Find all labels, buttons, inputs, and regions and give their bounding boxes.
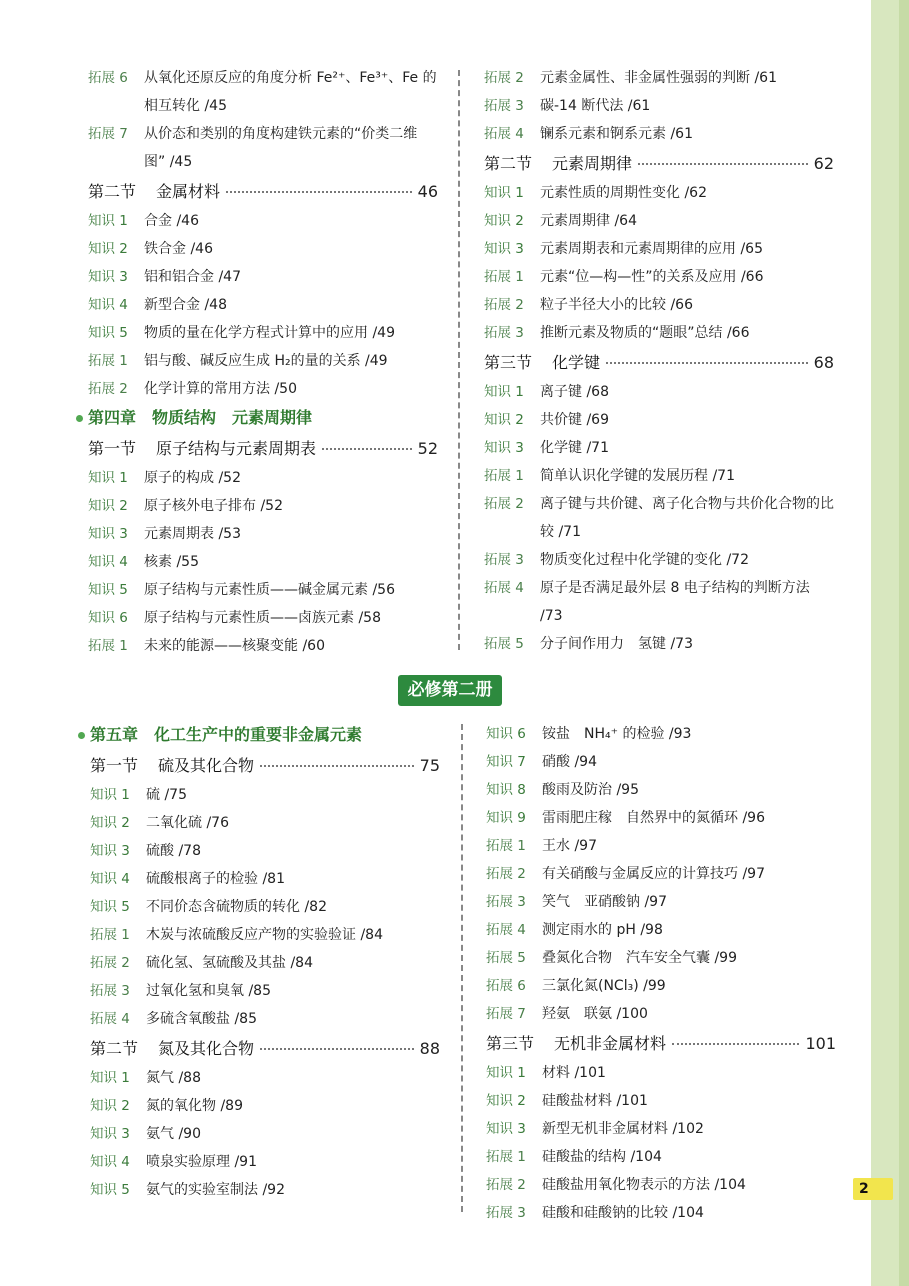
toc-entry-title: 硫酸根离子的检验 /81 bbox=[146, 871, 285, 887]
toc-entry-tag: 知识 1 bbox=[90, 1070, 130, 1086]
toc-entry[interactable] bbox=[486, 748, 836, 776]
toc-entry-title: 硅酸盐的结构 /104 bbox=[542, 1149, 662, 1165]
toc-entry[interactable] bbox=[484, 64, 834, 92]
toc-entry[interactable] bbox=[484, 434, 834, 462]
toc-entry[interactable] bbox=[90, 837, 440, 865]
toc-entry-tag: 拓展 3 bbox=[484, 552, 524, 568]
toc-entry[interactable] bbox=[88, 319, 438, 347]
toc-entry-tag: 知识 1 bbox=[90, 787, 130, 803]
toc-entry-tag: 拓展 5 bbox=[486, 950, 526, 966]
toc-entry-tag: 知识 5 bbox=[90, 1182, 130, 1198]
toc-entry-tag: 知识 3 bbox=[484, 241, 524, 257]
toc-column-top-right bbox=[484, 64, 834, 658]
toc-entry-tag: 拓展 1 bbox=[90, 927, 130, 943]
bullet-icon bbox=[78, 732, 85, 739]
toc-entry-title: 化学计算的常用方法 /50 bbox=[144, 381, 297, 397]
chapter-title: 化工生产中的重要非金属元素 bbox=[154, 725, 363, 744]
toc-entry-title: 物质的量在化学方程式计算中的应用 /49 bbox=[144, 325, 395, 341]
toc-entry-title: 笑气 亚硝酸钠 /97 bbox=[542, 894, 667, 910]
toc-entry[interactable] bbox=[90, 1148, 440, 1176]
toc-entry[interactable] bbox=[88, 235, 438, 263]
section-title: 无机非金属材料 bbox=[554, 1034, 667, 1053]
volume-banner: 必修第二册 bbox=[398, 675, 502, 706]
toc-entry[interactable] bbox=[88, 347, 438, 375]
chapter-number: 第五章 bbox=[90, 725, 139, 744]
toc-entry[interactable] bbox=[486, 804, 836, 832]
section-number: 第二节 bbox=[90, 1039, 139, 1058]
toc-entry-tag: 知识 8 bbox=[486, 782, 526, 798]
toc-entry-tag: 知识 6 bbox=[486, 726, 526, 742]
toc-entry[interactable] bbox=[90, 1176, 440, 1204]
section-title: 化学键 bbox=[552, 353, 601, 372]
toc-entry-tag: 知识 2 bbox=[484, 213, 524, 229]
toc-entry-tag: 拓展 1 bbox=[486, 1149, 526, 1165]
toc-entry-title: 硫化氢、氢硫酸及其盐 /84 bbox=[146, 955, 313, 971]
toc-entry-title: 喷泉实验原理 /91 bbox=[146, 1154, 257, 1170]
toc-entry-title: 原子核外电子排布 /52 bbox=[144, 498, 283, 514]
toc-entry-title: 铝和铝合金 /47 bbox=[144, 269, 241, 285]
toc-entry[interactable] bbox=[88, 375, 438, 403]
toc-entry-tag: 知识 4 bbox=[90, 1154, 130, 1170]
toc-entry-tag: 拓展 3 bbox=[484, 98, 524, 114]
toc-entry[interactable] bbox=[88, 576, 438, 604]
toc-entry[interactable] bbox=[486, 1143, 836, 1171]
toc-entry-title: 原子结构与元素性质——碱金属元素 /56 bbox=[144, 582, 395, 598]
toc-entry-tag: 知识 2 bbox=[484, 412, 524, 428]
toc-entry-tag: 知识 5 bbox=[90, 899, 130, 915]
toc-entry-tag: 知识 1 bbox=[484, 384, 524, 400]
toc-entry-tag: 拓展 1 bbox=[88, 353, 128, 369]
toc-section[interactable] bbox=[486, 1029, 836, 1059]
toc-entry-tag: 拓展 1 bbox=[486, 838, 526, 854]
toc-entry[interactable] bbox=[90, 1120, 440, 1148]
toc-entry[interactable] bbox=[484, 291, 834, 319]
toc-entry-title: 镧系元素和锕系元素 /61 bbox=[540, 126, 693, 142]
toc-entry-tag: 知识 2 bbox=[88, 498, 128, 514]
section-page: 68 bbox=[813, 353, 834, 372]
section-page: 75 bbox=[419, 756, 440, 775]
toc-entry-title: 原子的构成 /52 bbox=[144, 470, 241, 486]
toc-entry-tag: 知识 7 bbox=[486, 754, 526, 770]
toc-entry-tag: 拓展 2 bbox=[486, 866, 526, 882]
dot-leader bbox=[606, 362, 808, 364]
toc-entry[interactable] bbox=[90, 781, 440, 809]
toc-entry-title: 原子是否满足最外层 8 电子结构的判断方法 /73 bbox=[540, 580, 810, 624]
toc-entry-tag: 拓展 2 bbox=[484, 496, 524, 512]
toc-section[interactable] bbox=[484, 348, 834, 378]
toc-entry-tag: 知识 9 bbox=[486, 810, 526, 826]
toc-entry-title: 从氧化还原反应的角度分析 Fe²⁺、Fe³⁺、Fe 的相互转化 /45 bbox=[144, 70, 437, 114]
toc-entry-title: 氨气的实验室制法 /92 bbox=[146, 1182, 285, 1198]
toc-entry-tag: 拓展 3 bbox=[90, 983, 130, 999]
toc-entry-tag: 知识 2 bbox=[88, 241, 128, 257]
chapter-title: 物质结构 元素周期律 bbox=[152, 408, 313, 427]
toc-entry-title: 氮的氧化物 /89 bbox=[146, 1098, 243, 1114]
toc-entry-title: 元素金属性、非金属性强弱的判断 /61 bbox=[540, 70, 777, 86]
toc-entry[interactable] bbox=[88, 492, 438, 520]
column-divider-bottom bbox=[461, 724, 463, 1212]
dot-leader bbox=[672, 1043, 799, 1045]
page-edge-stripe-inner bbox=[899, 0, 909, 1286]
toc-entry-tag: 拓展 2 bbox=[88, 381, 128, 397]
dot-leader bbox=[226, 191, 412, 193]
toc-entry-tag: 拓展 1 bbox=[484, 269, 524, 285]
toc-column-bottom-left bbox=[90, 720, 440, 1204]
toc-entry[interactable] bbox=[486, 1115, 836, 1143]
toc-entry-title: 不同价态含硫物质的转化 /82 bbox=[146, 899, 327, 915]
toc-entry[interactable] bbox=[484, 319, 834, 347]
toc-entry-title: 未来的能源——核聚变能 /60 bbox=[144, 638, 325, 654]
toc-entry[interactable] bbox=[88, 604, 438, 632]
toc-chapter[interactable] bbox=[78, 720, 440, 750]
toc-entry-title: 简单认识化学键的发展历程 /71 bbox=[540, 468, 735, 484]
toc-entry-title: 元素周期表和元素周期律的应用 /65 bbox=[540, 241, 763, 257]
section-title: 氮及其化合物 bbox=[158, 1039, 255, 1058]
toc-entry-title: 物质变化过程中化学键的变化 /72 bbox=[540, 552, 749, 568]
toc-entry[interactable] bbox=[88, 64, 438, 120]
section-page: 101 bbox=[805, 1034, 836, 1053]
bullet-icon bbox=[76, 415, 83, 422]
toc-column-top-left bbox=[88, 64, 438, 660]
toc-entry-tag: 知识 4 bbox=[90, 871, 130, 887]
toc-entry-tag: 拓展 7 bbox=[486, 1006, 526, 1022]
toc-entry-tag: 知识 2 bbox=[486, 1093, 526, 1109]
toc-entry-title: 离子键与共价键、离子化合物与共价化合物的比较 /71 bbox=[540, 496, 834, 540]
toc-entry-tag: 拓展 2 bbox=[90, 955, 130, 971]
toc-entry[interactable] bbox=[88, 464, 438, 492]
toc-entry-title: 离子键 /68 bbox=[540, 384, 609, 400]
toc-column-bottom-right bbox=[486, 720, 836, 1227]
dot-leader bbox=[260, 1048, 414, 1050]
toc-entry-tag: 知识 3 bbox=[90, 843, 130, 859]
toc-entry[interactable] bbox=[484, 546, 834, 574]
toc-entry[interactable] bbox=[484, 406, 834, 434]
dot-leader bbox=[260, 765, 414, 767]
toc-entry[interactable] bbox=[90, 977, 440, 1005]
toc-entry-tag: 拓展 5 bbox=[484, 636, 524, 652]
toc-entry[interactable] bbox=[486, 944, 836, 972]
section-number: 第三节 bbox=[484, 353, 533, 372]
section-page: 46 bbox=[417, 182, 438, 201]
toc-entry-tag: 知识 6 bbox=[88, 610, 128, 626]
toc-entry-tag: 知识 5 bbox=[88, 582, 128, 598]
toc-section[interactable] bbox=[88, 177, 438, 207]
toc-section[interactable] bbox=[90, 751, 440, 781]
dot-leader bbox=[322, 448, 412, 450]
toc-entry[interactable] bbox=[90, 949, 440, 977]
toc-entry-title: 有关硝酸与金属反应的计算技巧 /97 bbox=[542, 866, 765, 882]
toc-entry-title: 铝与酸、碱反应生成 H₂的量的关系 /49 bbox=[144, 353, 388, 369]
toc-entry-tag: 拓展 4 bbox=[486, 922, 526, 938]
toc-entry[interactable] bbox=[486, 1171, 836, 1199]
toc-entry-title: 粒子半径大小的比较 /66 bbox=[540, 297, 693, 313]
toc-entry-title: 碳-14 断代法 /61 bbox=[540, 98, 651, 114]
toc-entry-title: 元素性质的周期性变化 /62 bbox=[540, 185, 707, 201]
toc-entry-title: 三氯化氮(NCl₃) /99 bbox=[542, 978, 666, 994]
toc-entry-tag: 拓展 7 bbox=[88, 126, 128, 142]
toc-entry-tag: 知识 3 bbox=[486, 1121, 526, 1137]
toc-entry[interactable] bbox=[484, 235, 834, 263]
toc-entry-title: 铵盐 NH₄⁺ 的检验 /93 bbox=[542, 726, 692, 742]
section-number: 第三节 bbox=[486, 1034, 535, 1053]
section-title: 原子结构与元素周期表 bbox=[156, 439, 317, 458]
toc-entry-tag: 知识 1 bbox=[486, 1065, 526, 1081]
toc-entry[interactable] bbox=[90, 1005, 440, 1033]
toc-entry-title: 材料 /101 bbox=[542, 1065, 606, 1081]
toc-entry-title: 铁合金 /46 bbox=[144, 241, 213, 257]
toc-entry[interactable] bbox=[484, 120, 834, 148]
toc-entry-title: 测定雨水的 pH /98 bbox=[542, 922, 663, 938]
toc-entry-title: 硅酸盐用氧化物表示的方法 /104 bbox=[542, 1177, 746, 1193]
toc-entry-title: 羟氨 联氨 /100 bbox=[542, 1006, 648, 1022]
toc-entry-title: 从价态和类别的角度构建铁元素的“价类二维图” /45 bbox=[144, 126, 418, 170]
toc-entry-title: 推断元素及物质的“题眼”总结 /66 bbox=[540, 325, 750, 341]
section-page: 52 bbox=[417, 439, 438, 458]
toc-entry[interactable] bbox=[486, 832, 836, 860]
section-page: 88 bbox=[419, 1039, 440, 1058]
toc-section[interactable] bbox=[88, 434, 438, 464]
toc-entry[interactable] bbox=[484, 574, 834, 630]
section-number: 第一节 bbox=[88, 439, 137, 458]
toc-entry-tag: 知识 1 bbox=[88, 470, 128, 486]
section-title: 金属材料 bbox=[156, 182, 221, 201]
toc-entry[interactable] bbox=[88, 263, 438, 291]
column-divider-top bbox=[458, 70, 460, 650]
toc-entry[interactable] bbox=[486, 1087, 836, 1115]
toc-entry-tag: 拓展 6 bbox=[486, 978, 526, 994]
toc-entry[interactable] bbox=[484, 207, 834, 235]
toc-entry[interactable] bbox=[484, 630, 834, 658]
toc-entry[interactable] bbox=[90, 809, 440, 837]
toc-entry[interactable] bbox=[88, 548, 438, 576]
toc-entry[interactable] bbox=[484, 490, 834, 546]
toc-entry-tag: 知识 1 bbox=[88, 213, 128, 229]
toc-entry-tag: 拓展 1 bbox=[484, 468, 524, 484]
toc-entry[interactable] bbox=[486, 720, 836, 748]
toc-entry-tag: 知识 2 bbox=[90, 1098, 130, 1114]
toc-entry[interactable] bbox=[486, 972, 836, 1000]
toc-entry[interactable] bbox=[88, 632, 438, 660]
toc-entry-tag: 知识 3 bbox=[88, 269, 128, 285]
toc-entry[interactable] bbox=[484, 378, 834, 406]
toc-entry-tag: 知识 2 bbox=[90, 815, 130, 831]
toc-entry[interactable] bbox=[486, 1000, 836, 1028]
toc-entry-tag: 拓展 4 bbox=[90, 1011, 130, 1027]
toc-entry-tag: 拓展 2 bbox=[484, 70, 524, 86]
section-title: 硫及其化合物 bbox=[158, 756, 255, 775]
toc-entry[interactable] bbox=[88, 207, 438, 235]
toc-entry-title: 硅酸盐材料 /101 bbox=[542, 1093, 648, 1109]
toc-entry-tag: 拓展 3 bbox=[484, 325, 524, 341]
toc-entry[interactable] bbox=[90, 1092, 440, 1120]
toc-entry-tag: 知识 1 bbox=[484, 185, 524, 201]
toc-entry-title: 硝酸 /94 bbox=[542, 754, 597, 770]
toc-entry-title: 分子间作用力 氢键 /73 bbox=[540, 636, 693, 652]
toc-entry-tag: 知识 3 bbox=[484, 440, 524, 456]
toc-entry-tag: 知识 4 bbox=[88, 554, 128, 570]
toc-entry-tag: 知识 3 bbox=[90, 1126, 130, 1142]
page-number: 2 bbox=[853, 1178, 893, 1200]
toc-entry[interactable] bbox=[88, 520, 438, 548]
section-title: 元素周期律 bbox=[552, 154, 633, 173]
toc-entry[interactable] bbox=[484, 92, 834, 120]
toc-entry-title: 王水 /97 bbox=[542, 838, 597, 854]
toc-entry-title: 酸雨及防治 /95 bbox=[542, 782, 639, 798]
toc-entry[interactable] bbox=[486, 776, 836, 804]
toc-entry-tag: 知识 3 bbox=[88, 526, 128, 542]
toc-entry-tag: 拓展 4 bbox=[484, 580, 524, 596]
toc-entry[interactable] bbox=[486, 916, 836, 944]
toc-entry-title: 核素 /55 bbox=[144, 554, 199, 570]
toc-entry-title: 雷雨肥庄稼 自然界中的氮循环 /96 bbox=[542, 810, 765, 826]
chapter-number: 第四章 bbox=[88, 408, 137, 427]
toc-entry-title: 硅酸和硅酸钠的比较 /104 bbox=[542, 1205, 704, 1221]
toc-entry-title: 叠氮化合物 汽车安全气囊 /99 bbox=[542, 950, 737, 966]
toc-entry[interactable] bbox=[484, 179, 834, 207]
toc-entry-tag: 拓展 4 bbox=[484, 126, 524, 142]
toc-entry-title: 二氧化硫 /76 bbox=[146, 815, 229, 831]
toc-entry-title: 原子结构与元素性质——卤族元素 /58 bbox=[144, 610, 381, 626]
toc-entry[interactable] bbox=[90, 1064, 440, 1092]
toc-section[interactable] bbox=[90, 1034, 440, 1064]
toc-entry[interactable] bbox=[486, 888, 836, 916]
section-number: 第二节 bbox=[88, 182, 137, 201]
section-page: 62 bbox=[813, 154, 834, 173]
dot-leader bbox=[638, 163, 808, 165]
toc-entry-title: 木炭与浓硫酸反应产物的实验验证 /84 bbox=[146, 927, 383, 943]
toc-entry-title: 硫 /75 bbox=[146, 787, 187, 803]
toc-entry-title: 共价键 /69 bbox=[540, 412, 609, 428]
toc-entry-tag: 知识 5 bbox=[88, 325, 128, 341]
toc-entry-title: 元素“位—构—性”的关系及应用 /66 bbox=[540, 269, 764, 285]
toc-entry-title: 元素周期表 /53 bbox=[144, 526, 241, 542]
toc-entry[interactable] bbox=[88, 120, 438, 176]
toc-entry[interactable] bbox=[484, 462, 834, 490]
toc-entry-title: 新型无机非金属材料 /102 bbox=[542, 1121, 704, 1137]
toc-entry[interactable] bbox=[90, 865, 440, 893]
toc-entry[interactable] bbox=[486, 860, 836, 888]
section-number: 第二节 bbox=[484, 154, 533, 173]
toc-chapter[interactable] bbox=[76, 403, 438, 433]
toc-entry-tag: 拓展 6 bbox=[88, 70, 128, 86]
toc-entry-tag: 拓展 2 bbox=[484, 297, 524, 313]
toc-entry-tag: 拓展 1 bbox=[88, 638, 128, 654]
toc-entry-title: 合金 /46 bbox=[144, 213, 199, 229]
toc-entry-tag: 知识 4 bbox=[88, 297, 128, 313]
toc-entry-title: 新型合金 /48 bbox=[144, 297, 227, 313]
toc-entry[interactable] bbox=[90, 921, 440, 949]
toc-entry[interactable] bbox=[88, 291, 438, 319]
toc-entry-tag: 拓展 3 bbox=[486, 894, 526, 910]
toc-entry-tag: 拓展 3 bbox=[486, 1205, 526, 1221]
toc-entry-title: 多硫含氧酸盐 /85 bbox=[146, 1011, 257, 1027]
toc-entry[interactable] bbox=[484, 263, 834, 291]
toc-entry-title: 化学键 /71 bbox=[540, 440, 609, 456]
toc-entry[interactable] bbox=[90, 893, 440, 921]
toc-entry[interactable] bbox=[486, 1059, 836, 1087]
toc-section[interactable] bbox=[484, 149, 834, 179]
toc-entry[interactable] bbox=[486, 1199, 836, 1227]
toc-entry-tag: 拓展 2 bbox=[486, 1177, 526, 1193]
toc-entry-title: 过氧化氢和臭氧 /85 bbox=[146, 983, 271, 999]
section-number: 第一节 bbox=[90, 756, 139, 775]
toc-entry-title: 元素周期律 /64 bbox=[540, 213, 637, 229]
toc-entry-title: 氮气 /88 bbox=[146, 1070, 201, 1086]
toc-entry-title: 氨气 /90 bbox=[146, 1126, 201, 1142]
toc-entry-title: 硫酸 /78 bbox=[146, 843, 201, 859]
